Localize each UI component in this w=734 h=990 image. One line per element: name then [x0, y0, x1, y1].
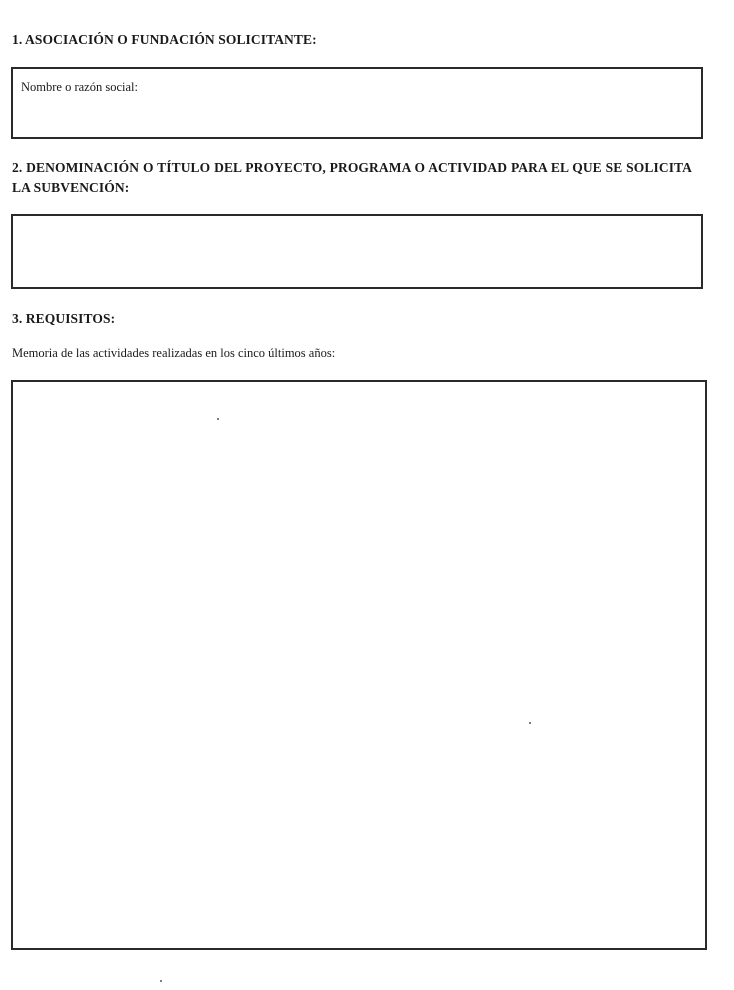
scan-speck — [529, 722, 531, 724]
section-1-heading: 1. ASOCIACIÓN O FUNDACIÓN SOLICITANTE: — [12, 32, 317, 47]
section-3-heading: 3. REQUISITOS: — [12, 311, 116, 326]
section-2-heading: 2. DENOMINACIÓN O TÍTULO DEL PROYECTO, PROGRAMA O ACTIVIDAD PARA EL QUE SE SOLICITA LA SUBVENCIÓN: — [12, 160, 692, 195]
activities-report-instruction: Memoria de las actividades realizadas en los cinco últimos años: — [12, 346, 336, 360]
project-title-box[interactable] — [11, 214, 703, 289]
applicant-name-box[interactable] — [11, 67, 703, 139]
scan-speck — [217, 418, 219, 420]
scan-speck — [160, 980, 162, 982]
activities-report-box[interactable] — [11, 380, 707, 950]
applicant-name-label: Nombre o razón social: — [21, 80, 138, 94]
